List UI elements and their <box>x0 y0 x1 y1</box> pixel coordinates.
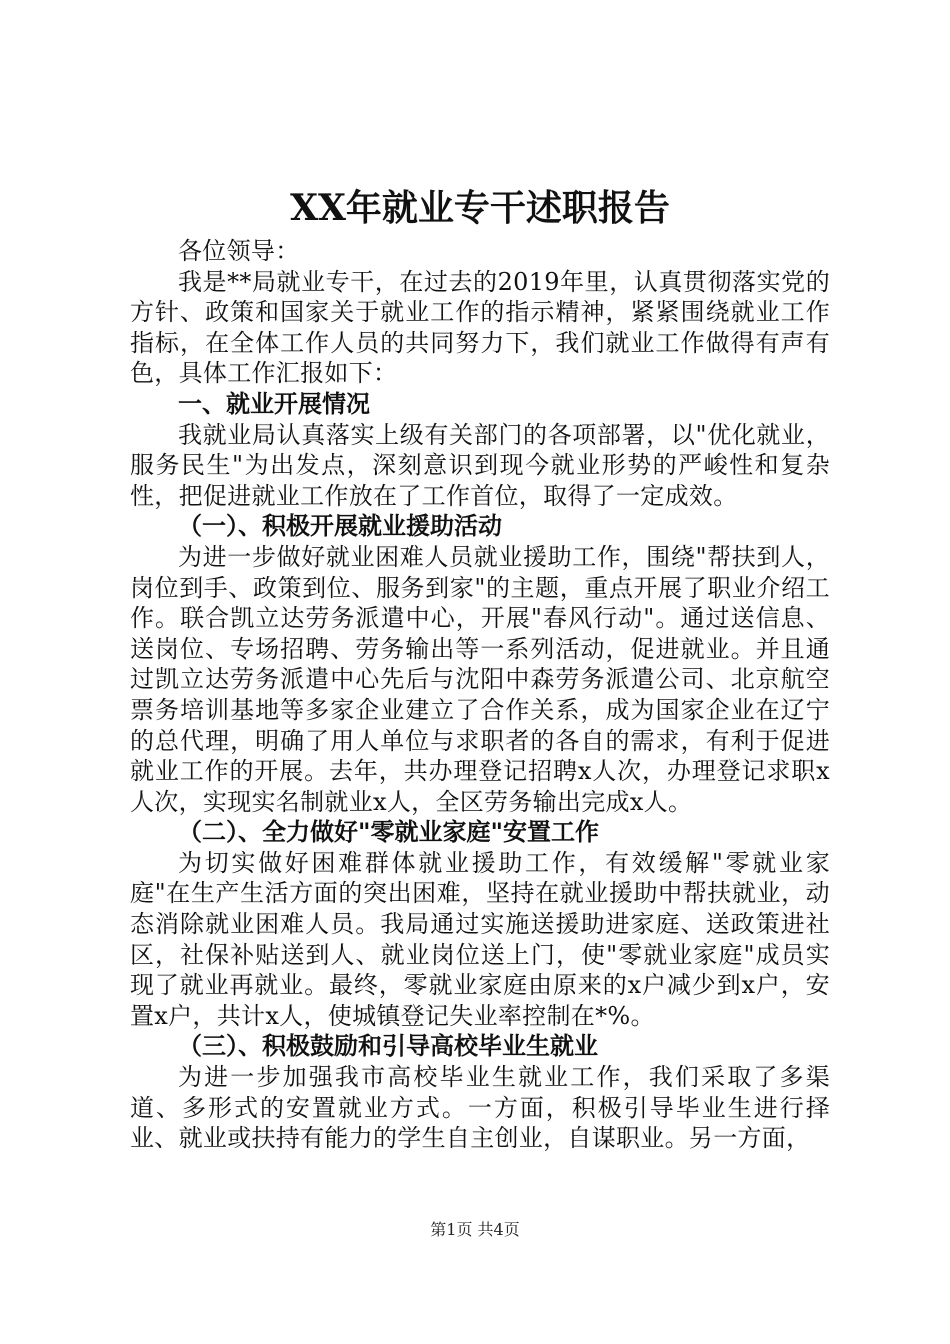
section-heading-1: 一、就业开展情况 <box>178 389 370 418</box>
subsection-paragraph-3: 为进一步加强我市高校毕业生就业工作，我们采取了多渠道、多形式的安置就业方式。一方面，积极引导毕业生进行择业、就业或扶持有能力的学生自主创业，自谋职业。另一方面， <box>130 1063 830 1153</box>
document-body <box>130 180 830 1154</box>
page-number-footer: 第1页 共4页 <box>430 1220 520 1239</box>
subsection-heading-1: （一）、积极开展就业援助活动 <box>178 512 502 541</box>
salutation: 各位领导： <box>178 237 300 265</box>
document-title: XX年就业专干述职报告 <box>290 187 670 229</box>
subsection-heading-2: （二）、全力做好"零就业家庭"安置工作 <box>178 818 600 847</box>
section-paragraph-1: 我就业局认真落实上级有关部门的各项部署，以"优化就业，服务民生"为出发点，深刻意识到现今就业形势的严峻性和复杂性，把促进就业工作放在了工作首位，取得了一定成效。 <box>130 420 830 510</box>
subsection-heading-3: （三）、积极鼓励和引导高校毕业生就业 <box>178 1032 598 1061</box>
intro-paragraph: 我是**局就业专干，在过去的2019年里，认真贯彻落实党的方针、政策和国家关于就业工作的指示精神，紧紧围绕就业工作指标，在全体工作人员的共同努力下，我们就业工作做得有声有色，具体工作汇报如下： <box>130 267 830 388</box>
subsection-paragraph-1: 为进一步做好就业困难人员就业援助工作，围绕"帮扶到人，岗位到手、政策到位、服务到家"的主题，重点开展了职业介绍工作。联合凯立达劳务派遣中心，开展"春风行动"。通过送信息、送岗位、专场招聘、劳务输出等一系列活动，促进就业。并且通过凯立达劳务派遣中心先后与沈阳中森劳务派遣公司、北京航空票务培训基地等多家企业建立了合作关系，成为国家企业在辽宁的总代理，明确了用人单位与求职者的各自的需求，有利于促进就业工作的开展。去年，共办理登记招聘x人次，办理登记求职x人次，实现实名制就业x人，全区劳务输出完成x人。 <box>130 542 830 816</box>
subsection-paragraph-2: 为切实做好困难群体就业援助工作，有效缓解"零就业家庭"在生产生活方面的突出困难，坚持在就业援助中帮扶就业，动态消除就业困难人员。我局通过实施送援助进家庭、送政策进社区，社保补贴送到人、就业岗位送上门，使"零就业家庭"成员实现了就业再就业。最终，零就业家庭由原来的x户减少到x户，安置x户，共计x人，使城镇登记失业率控制在*%。 <box>130 848 830 1030</box>
